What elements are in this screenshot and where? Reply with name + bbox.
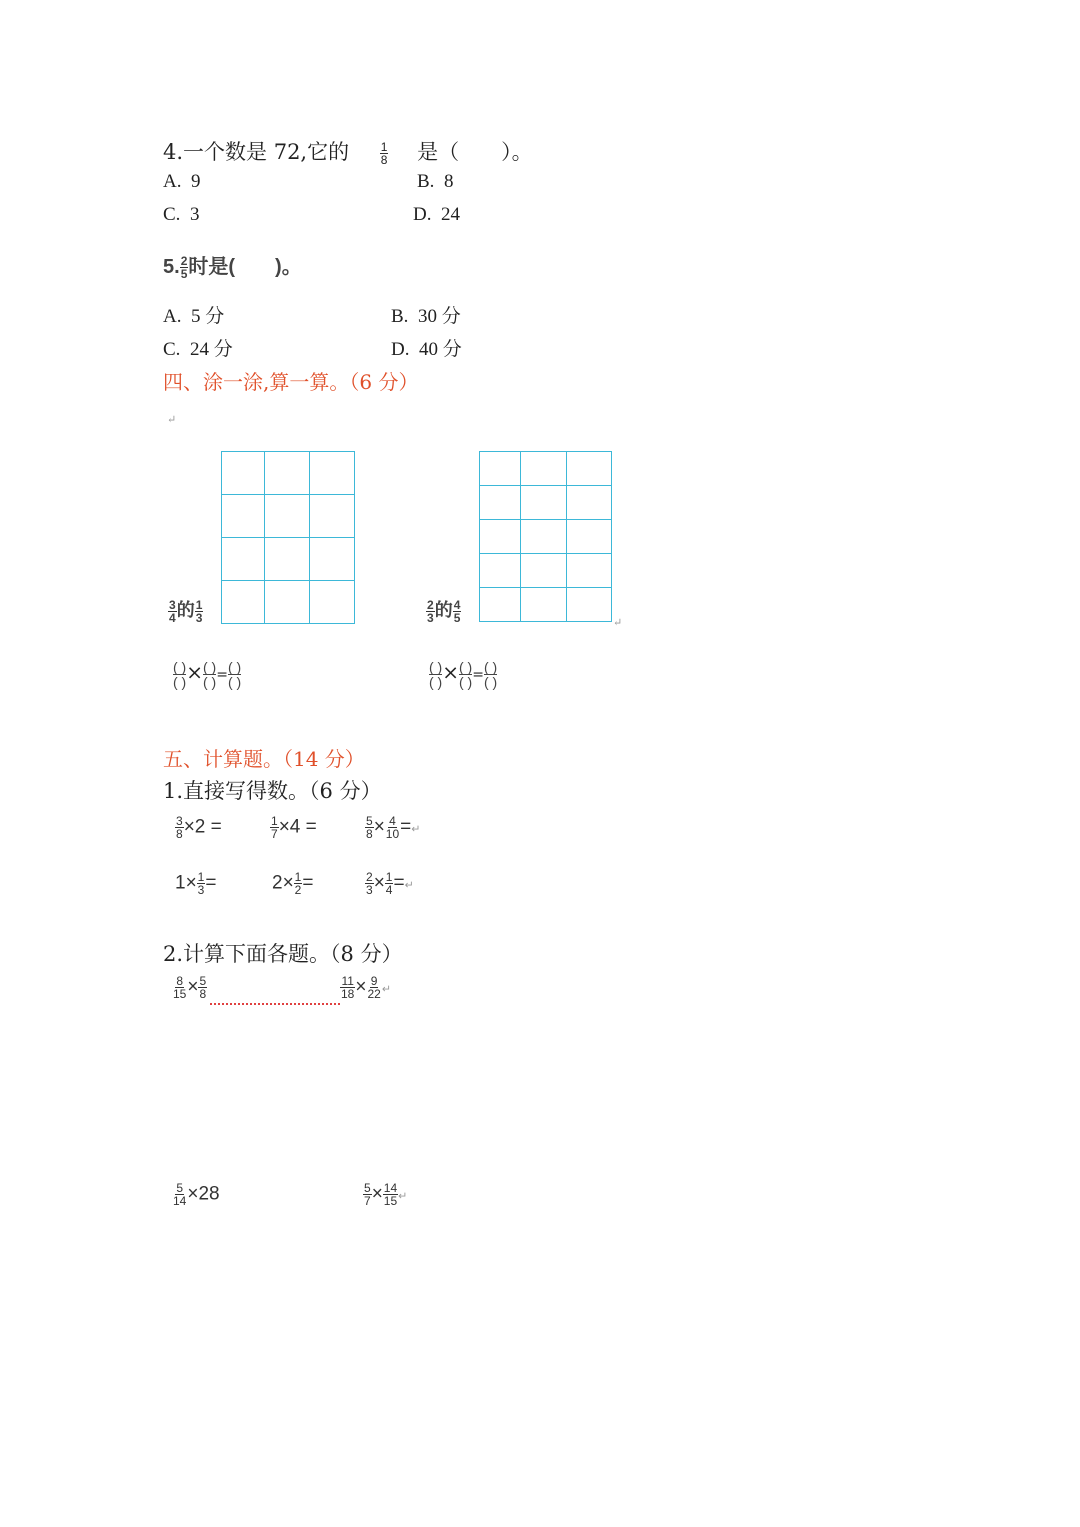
expression: $\frac{3}{8}$ ×2 = (176, 814, 222, 841)
expression: $\frac{5}{8}$ × $\frac{4}{10}$ =↵ (366, 814, 421, 841)
spelling-underline (210, 1001, 340, 1005)
option-d: D. 24 (413, 204, 460, 225)
option-c: C. 24 分 (163, 339, 233, 360)
question-4-prefix: 4.一个数是 72,它的 (163, 140, 350, 164)
section-5-title: 五、计算题。（14 分） (163, 747, 365, 771)
expression: 2× $\frac{1}{2}$ = (272, 870, 314, 897)
option-d: D. 40 分 (391, 339, 462, 360)
fraction: $\frac{1}{8}$ (380, 140, 388, 167)
blank-equation-1[interactable]: $\frac{( )}{( )}$ × $\frac{( )}{( )}$ = $\frac{( )}{( )}$ (173, 659, 242, 690)
option-a: A. 5 分 (163, 306, 225, 327)
calculation: $\frac{8}{15}$ × $\frac{5}{8}$ (173, 974, 207, 1001)
calculation: $\frac{5}{7}$ × $\frac{14}{15}$ ↵ (364, 1181, 408, 1208)
shading-grid-1[interactable] (221, 451, 355, 624)
fraction-of-1: $\frac{3}{4}$ 的 $\frac{1}{3}$ (169, 597, 203, 625)
question-5: 5. $\frac{2}{5}$ 时是( )。 (163, 254, 302, 282)
section-4-title: 四、涂一涂,算一算。（6 分） (163, 370, 419, 394)
fraction-of-2: $\frac{2}{3}$ 的 $\frac{4}{5}$ (427, 597, 461, 625)
question-4 (163, 136, 533, 166)
expression: $\frac{1}{7}$ ×4 = (271, 814, 317, 841)
option-b: B. 8 (417, 171, 454, 192)
shading-grid-2[interactable] (479, 451, 612, 622)
subquestion-2: 2.计算下面各题。（8 分） (163, 942, 403, 966)
question-4-suffix: 是（ ）。 (417, 140, 533, 164)
calculation: $\frac{11}{18}$ × $\frac{9}{22}$ ↵ (341, 974, 392, 1001)
option-a: A. 9 (163, 171, 201, 192)
return-mark: ↵ (613, 616, 623, 629)
expression: 1× $\frac{1}{3}$ = (175, 870, 217, 897)
return-mark: ↵ (167, 413, 177, 426)
blank-equation-2[interactable]: $\frac{( )}{( )}$ × $\frac{( )}{( )}$ = $\frac{( )}{( )}$ (429, 659, 498, 690)
fraction: $\frac{2}{5}$ (180, 254, 188, 282)
option-c: C. 3 (163, 204, 200, 225)
subquestion-1: 1.直接写得数。（6 分） (163, 779, 382, 803)
option-b: B. 30 分 (391, 306, 461, 327)
expression: $\frac{2}{3}$ × $\frac{1}{4}$ =↵ (366, 870, 414, 897)
calculation: $\frac{5}{14}$ ×28 (173, 1181, 220, 1208)
